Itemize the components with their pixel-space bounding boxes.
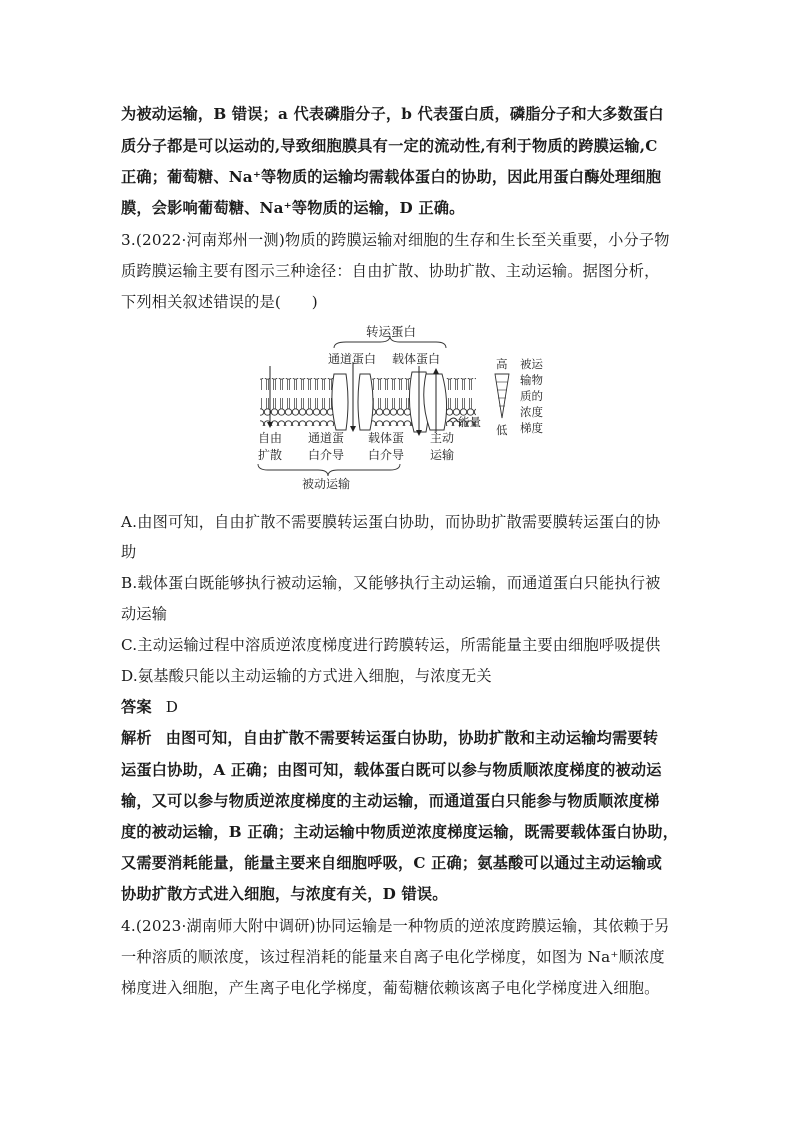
question-3-stem-line-1: 3.(2022·河南郑州一测)物质的跨膜运输对细胞的生存和生长至关重要，小分子物 [121, 231, 670, 249]
prev-answer-line-4: 膜，会影响葡萄糖、Na⁺等物质的运输，D 正确。 [121, 199, 465, 217]
analysis-text-1: 由图可知，自由扩散不需要转运蛋白协助，协助扩散和主动运输均需要转 [165, 729, 659, 747]
membrane-transport-figure [250, 322, 560, 494]
prev-answer-line-1: 为被动运输，B 错误；a 代表磷脂分子，b 代表蛋白质，磷脂分子和大多数蛋白 [121, 105, 664, 123]
option-a-line-1: A.由图可知，自由扩散不需要膜转运蛋白协助，而协助扩散需要膜转运蛋白的协 [121, 513, 661, 531]
question-3-stem-line-2: 质跨膜运输主要有图示三种途径：自由扩散、协助扩散、主动运输。据图分析， [121, 262, 660, 280]
analysis-label: 解析 [121, 729, 152, 747]
lipid-bilayer-left [260, 378, 334, 426]
fig-label-carrier-protein: 载体蛋白 [392, 352, 441, 366]
analysis-line-6: 协助扩散方式进入细胞，与浓度有关，D 错误。 [121, 885, 448, 903]
fig-label-channel-mediated-2: 白介导 [308, 448, 345, 462]
channel-protein-left [332, 374, 348, 430]
fig-label-high: 高 [496, 357, 508, 371]
analysis-line-4: 度的被动运输，B 正确；主动运输中物质逆浓度梯度运输，既需要载体蛋白协助， [121, 823, 679, 841]
fig-label-transport-protein: 转运蛋白 [366, 324, 417, 339]
analysis-line-5: 又需要消耗能量，能量主要来自细胞呼吸，C 正确；氨基酸可以通过主动运输或 [121, 854, 662, 872]
fig-label-gradient-3: 质的 [520, 389, 543, 403]
analysis-line-2: 运蛋白协助，A 正确；由图可知，载体蛋白既可以参与物质顺浓度梯度的被动运 [121, 761, 662, 779]
fig-label-low: 低 [496, 423, 508, 437]
option-a-line-2: 助 [121, 543, 137, 561]
fig-label-energy: 能量 [458, 415, 481, 429]
answer-label: 答案 [121, 698, 152, 716]
fig-label-free-diffusion-2: 扩散 [258, 448, 283, 462]
fig-label-active-transport-1: 主动 [430, 431, 455, 445]
fig-label-gradient-1: 被运 [520, 357, 543, 371]
answer-row [121, 696, 178, 717]
answer-value: D [165, 698, 179, 716]
fig-label-carrier-mediated-1: 载体蛋 [368, 431, 405, 445]
option-b-line-1: B.载体蛋白既能够执行被动运输，又能够执行主动运输，而通道蛋白只能执行被 [121, 574, 661, 592]
fig-label-active-transport-2: 运输 [430, 448, 455, 462]
analysis-line-1 [121, 727, 658, 748]
question-3-stem-line-3: 下列相关叙述错误的是( ) [121, 293, 318, 311]
option-d: D.氨基酸只能以主动运输的方式进入细胞，与浓度无关 [121, 667, 492, 685]
fig-label-channel-protein: 通道蛋白 [328, 352, 377, 366]
lipid-bilayer-middle [372, 378, 412, 426]
question-4-stem-line-2: 一种溶质的顺浓度，该过程消耗的能量来自离子电化学梯度，如图为 Na⁺顺浓度 [121, 948, 665, 966]
prev-answer-line-3: 正确；葡萄糖、Na⁺等物质的运输均需载体蛋白的协助，因此用蛋白酶处理细胞 [121, 168, 662, 186]
fig-label-passive-transport: 被动运输 [302, 477, 351, 491]
prev-answer-line-2: 质分子都是可以运动的,导致细胞膜具有一定的流动性,有利于物质的跨膜运输,C [121, 137, 658, 155]
fig-label-gradient-2: 输物 [520, 373, 543, 387]
fig-label-gradient-4: 浓度 [520, 405, 543, 419]
fig-label-gradient-5: 梯度 [520, 421, 543, 435]
gradient-wedge [495, 374, 509, 418]
fig-label-carrier-mediated-2: 白介导 [368, 448, 405, 462]
carrier-protein-active [424, 374, 447, 430]
fig-label-channel-mediated-1: 通道蛋 [308, 431, 345, 445]
question-4-stem-line-3: 梯度进入细胞，产生离子电化学梯度，葡萄糖依赖该离子电化学梯度进入细胞。 [121, 979, 660, 997]
fig-label-free-diffusion-1: 自由 [258, 431, 283, 445]
analysis-line-3: 输，又可以参与物质逆浓度梯度的主动运输，而通道蛋白只能参与物质顺浓度梯 [121, 792, 660, 810]
question-4-stem-line-1: 4.(2023·湖南师大附中调研)协同运输是一种物质的逆浓度跨膜运输，其依赖于另 [121, 917, 670, 935]
option-b-line-2: 动运输 [121, 605, 168, 623]
option-c: C.主动运输过程中溶质逆浓度梯度进行跨膜转运，所需能量主要由细胞呼吸提供 [121, 636, 661, 654]
channel-protein-right [358, 374, 373, 430]
